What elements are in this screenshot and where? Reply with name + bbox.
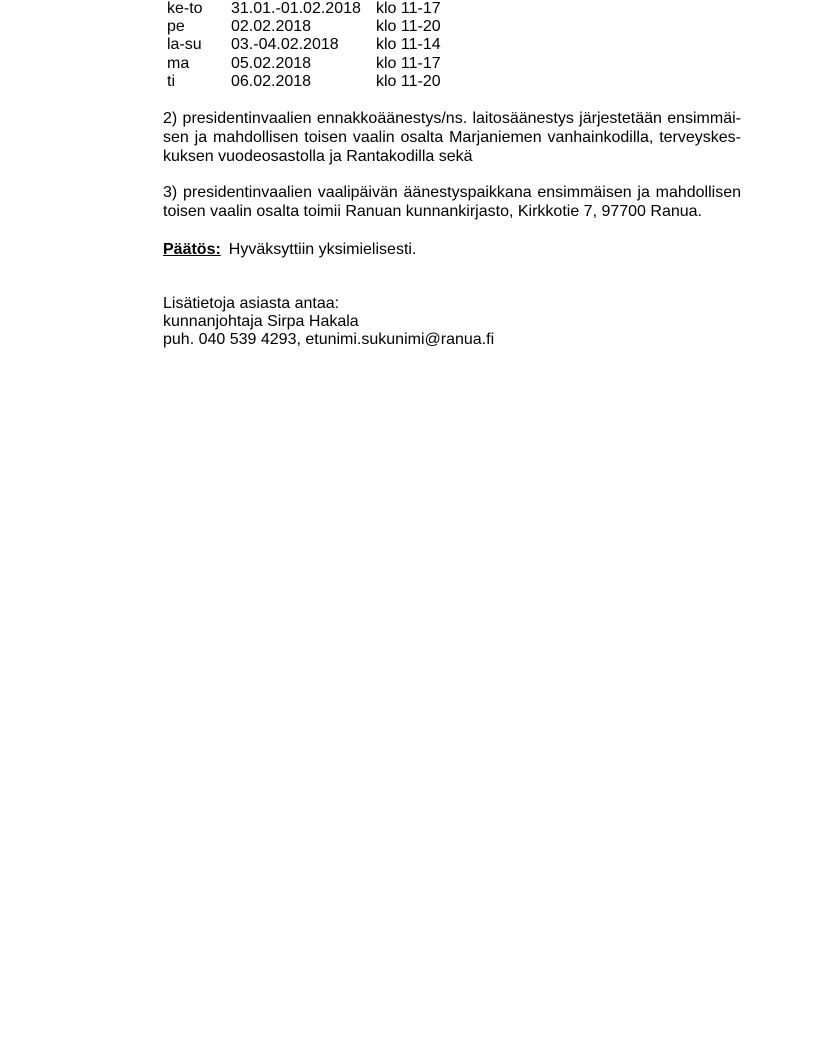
contact-person: kunnanjohtaja Sirpa Hakala xyxy=(163,313,359,330)
schedule-day: pe xyxy=(167,18,185,36)
schedule-date: 02.02.2018 xyxy=(231,18,312,36)
schedule-day: ma xyxy=(167,54,190,72)
schedule-time: klo 11-17 xyxy=(376,0,441,17)
decision-label: Päätös: xyxy=(163,241,221,258)
decision-text: Hyväksyttiin yksimielisesti. xyxy=(228,241,417,258)
schedule-time: klo 11-17 xyxy=(376,54,441,72)
schedule-row xyxy=(163,55,456,73)
schedule-time: klo 11-20 xyxy=(376,72,441,90)
schedule-time: klo 11-14 xyxy=(376,36,441,54)
contact-phone-email: puh. 040 539 4293, etunimi.sukunimi@ranua.fi xyxy=(163,331,495,348)
contact-intro: Lisätietoja asiasta antaa: xyxy=(163,295,340,312)
schedule-date: 31.01.-01.02.2018 xyxy=(231,0,361,17)
schedule-row xyxy=(163,18,456,36)
schedule-date: 06.02.2018 xyxy=(231,72,312,90)
election-day-polling-paragraph: 3) presidentinvaalien vaalipäivän äänestyspaikkana ensimmäisen ja mahdollisen toisen vaalin osalta toimii Ranuan kunnankirjasto, Kirkkotie 7, 97700 Ranua. xyxy=(163,184,741,220)
schedule-day: ti xyxy=(167,72,175,90)
advance-voting-schedule xyxy=(163,0,456,91)
institutional-voting-paragraph: 2) presidentinvaalien ennakkoäänestys/ns. laitosäänestys järjestetään ensimmäi-sen ja mahdollisen toisen vaalin osalta Marjaniemen vanhainkodilla, terveyskes-kuksen vuodeosastolla ja Rantakodilla sekä xyxy=(163,110,741,165)
schedule-day: la-su xyxy=(167,36,202,54)
schedule-date: 05.02.2018 xyxy=(231,54,312,72)
schedule-time: klo 11-20 xyxy=(376,18,441,36)
schedule-day: ke-to xyxy=(167,0,203,17)
schedule-date: 03.-04.02.2018 xyxy=(231,36,339,54)
schedule-row xyxy=(163,0,456,18)
schedule-row xyxy=(163,36,456,54)
decision xyxy=(163,240,416,259)
schedule-row xyxy=(163,73,456,91)
contact-info xyxy=(163,295,494,349)
